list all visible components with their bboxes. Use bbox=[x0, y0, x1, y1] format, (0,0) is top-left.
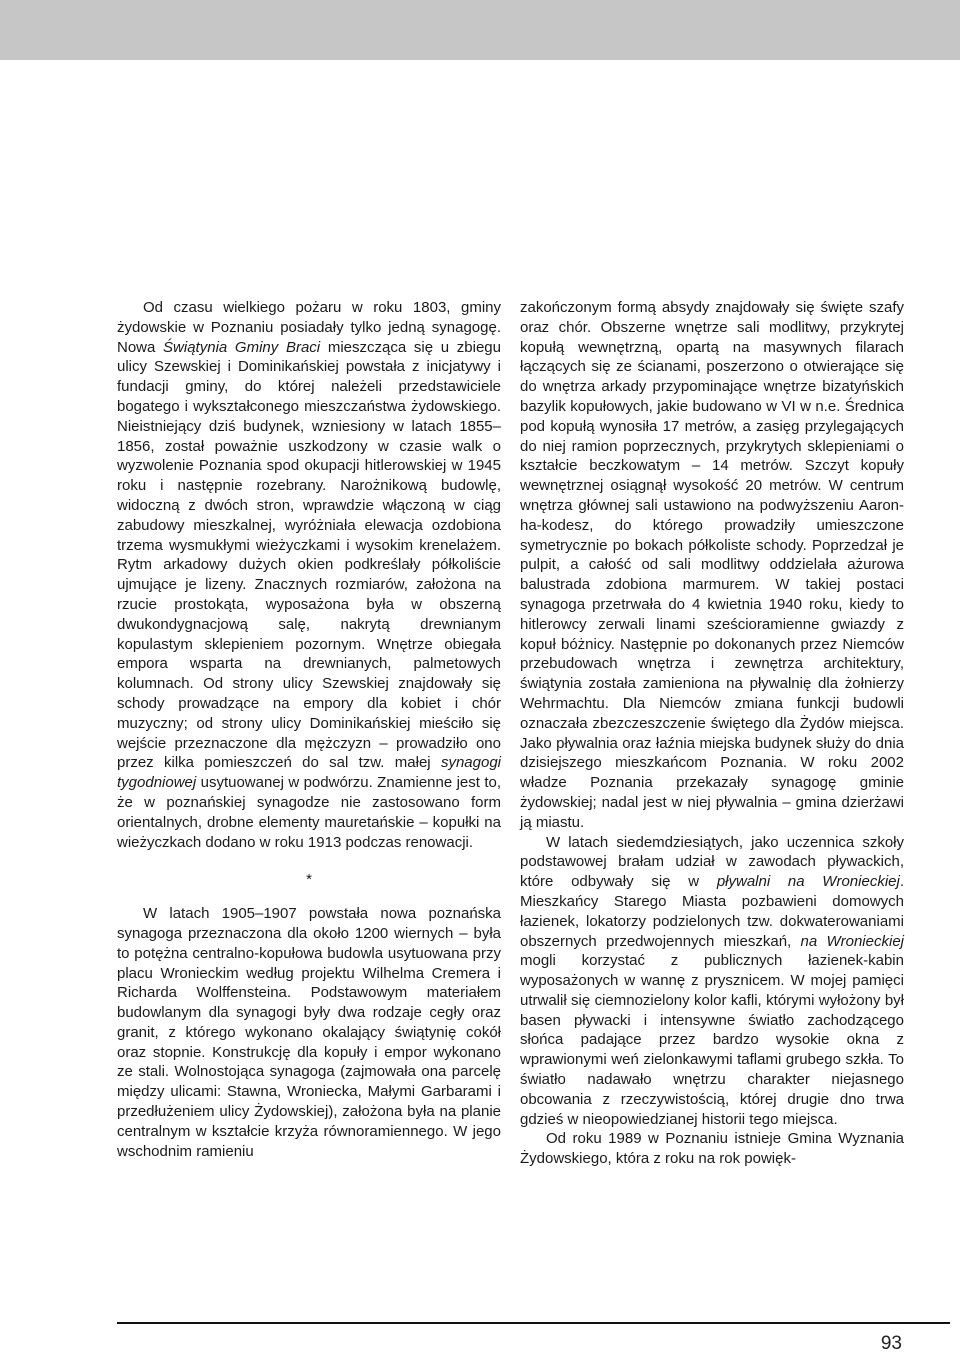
left-column bbox=[117, 298, 501, 1161]
page-number: 93 bbox=[880, 1333, 902, 1354]
section-separator: * bbox=[306, 871, 312, 889]
italic-phrase: pływalni na Wronieckiej bbox=[716, 873, 900, 891]
right-column bbox=[520, 298, 904, 1169]
top-gray-band bbox=[0, 0, 960, 60]
italic-phrase: synagogi tygodniowej bbox=[117, 754, 501, 792]
paragraph-interior-description: zakończonym formą absydy znajdowały się święte szafy oraz chór. Obszerne wnętrze sali modlitwy, przykrytej kopułą wewnętrzną, opartą na masywnych filarach łączących się ze ścianami, poszerzono o otwierające się do wnętrza arkady przypominające wnętrze bizatyńskich bazylik kopułowych, jakie budowano w VI w n.e. Średnica pod kopułą wynosiła 17 metrów, a zasięg przylegających do niej ramion poprzecznych, przykrytych sklepieniami o kształcie beczkowatym – 14 metrów. Szczyt kopuły wewnętrznej osiągnął wysokość 20 metrów. W centrum wnętrza głównej sali ustawiono na podwyższeniu Aaron-ha-kodesz, do którego prowadziły umieszczone symetrycznie po bokach półkoliste schody. Poprzedzał je pulpit, a całość od sali modlitwy oddzielała ażurowa balustrada zdobiona marmurem. W takiej postaci synagoga przetrwała do 4 kwietnia 1940 roku, kiedy to hitlerowcy zerwali linami sześcioramienne gwiazdy z kopuł bóżnicy. Następnie po dokonanych przez Niemców przebudowach wnętrza i zewnętrza architektury, świątynia została zamieniona na pływalnię dla żołnierzy Wehrmachtu. Dla Niemców zmiana funkcji budowli oznaczała zbezczeszczenie świętego dla Żydów miejsca. Jako pływalnia oraz łaźnia miejska budynek służy do dnia dzisiejszego mieszkańcom Poznania. W roku 2002 władze Poznania przekazały synagogę gminie żydowskiej; nadal jest w niej pływalnia – gmina dzierżawi ją miastu. bbox=[520, 299, 904, 831]
footer-rule bbox=[117, 1322, 950, 1324]
paragraph-swimming-memories: W latach siedemdziesiątych, jako uczennica szkoły podstawowej brałam udział w zawodach pływackich, które odbywały się w pływalni na Wronieckiej. Mieszkańcy Starego Miasta pozbawieni domowych łazienek, lokatorzy podzielonych tzw. dokwaterowaniami obszernych przedwojennych mieszkań, na Wronieckiej mogli korzystać z publicznych łazienek-kabin wyposażonych w wannę z prysznicem. W mojej pamięci utrwalił się ciemnozielony kolor kafli, którymi wyłożony był basen pływacki i intensywne światło zachodzącego słońca padające przez bardzo wysokie okna z wprawionymi weń zielonkawymi taflami grubego szkła. To światło nadawało wnętrzu charakter niejasnego obcowania z rzeczywistością, której drugie dno trwa gdzieś w nieopowiedzianej historii tego miejsca. bbox=[520, 833, 905, 1128]
paragraph-new-synagogue: W latach 1905–1907 powstała nowa poznańska synagoga przeznaczona dla około 1200 wiernych – była to potężna centralno-kopułowa budowla usytuowana przy placu Wronieckim według projektu Wilhelma Cremera i Richarda Wolffensteina. Podstawowym materiałem budowlanym dla synagogi były dwa rodzaje cegły oraz granit, z którego wykonano okalający świątynię cokół oraz stopnie. Konstrukcję dla kopuły i empor wykonano ze stali. Wolnostojąca synagoga (zajmowała ona parcelę między ulicami: Stawna, Wroniecka, Małymi Garbarami i przedłużeniem ulicy Żydowskiej), założona była na planie centralnym w kształcie krzyża równoramiennego. W jego wschodnim ramieniu bbox=[117, 905, 501, 1160]
italic-phrase: Świątynia Gminy Braci bbox=[163, 338, 321, 356]
paragraph-synagogue-history: Od czasu wielkiego pożaru w roku 1803, gminy żydowskie w Poznaniu posiadały tylko jedną synagogę. Nowa Świątynia Gminy Braci mieszcząca się u zbiegu ulicy Szewskiej i Dominikańskiej powstała z inicjatywy i fundacji gminy, do której należeli przedstawiciele bogatego i wykształconego mieszczaństwa żydowskiego. Nieistniejący dziś budynek, wzniesiony w latach 1855–1856, został poważnie uszkodzony w czasie walk o wyzwolenie Poznania spod okupacji hitlerowskiej w 1945 roku i następnie rozebrany. Narożnikową budowlę, widoczną z dwóch stron, wprawdzie włączoną w ciąg zabudowy mieszkalnej, wyróżniała elewacja ozdobiona trzema wysmukłymi wieżyczkami i wysokim krenelażem. Rytm arkadowy dużych okien podkreślały półkoliście ujmujące je lizeny. Znacznych rozmiarów, założona na rzucie prostokąta, wyposażona była w obszerną dwukondygnacjową salę, nakrytą drewnianym kopulastym sklepieniem pozornym. Wnętrze obiegała empora wsparta na drewnianych, palmetowych kolumnach. Od strony ulicy Szewskiej znajdowały się schody prowadzące na empory dla kobiet i chór muzyczny; od strony ulicy Dominikańskiej mieściło się wejście przeznaczone dla mężczyzn – prowadziło ono przez kilka pomieszczeń do sal tzw. małej synagogi tygodniowej usytuowanej w podwórzu. Znamienne jest to, że w poznańskiej synagodze nie zastosowano form orientalnych, drobne elementy mauretańskie – kopułki na wieżyczkach dodano w roku 1913 podczas renowacji. bbox=[117, 299, 501, 851]
paragraph-jewish-community: Od roku 1989 w Poznaniu istnieje Gmina Wyznania Żydowskiego, która z roku na rok powięk- bbox=[520, 1130, 904, 1168]
italic-phrase: na Wronieckiej bbox=[800, 932, 904, 950]
